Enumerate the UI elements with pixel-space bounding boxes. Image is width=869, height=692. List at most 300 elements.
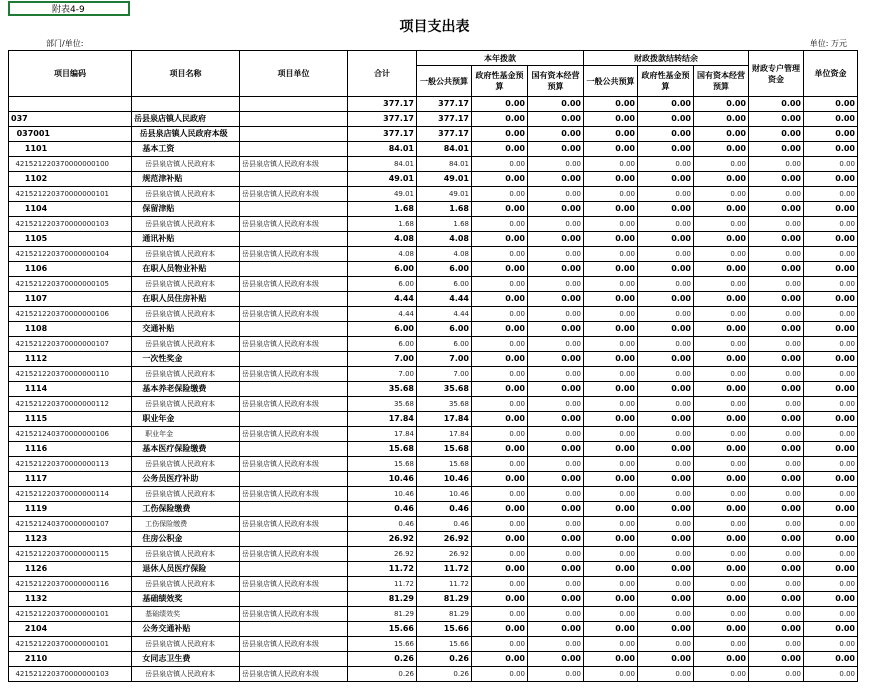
cell-value[interactable]: 0.00: [749, 622, 804, 637]
cell-code[interactable]: 1114: [9, 382, 132, 397]
cell-value[interactable]: 0.00: [528, 622, 584, 637]
cell-value[interactable]: 0.00: [749, 127, 804, 142]
cell-value[interactable]: 0.00: [528, 172, 584, 187]
cell-value[interactable]: 0.00: [804, 547, 858, 562]
cell-value[interactable]: 11.72: [348, 562, 417, 577]
cell-value[interactable]: 0.00: [638, 502, 694, 517]
cell-value[interactable]: 0.00: [638, 487, 694, 502]
cell-unit[interactable]: [240, 412, 348, 427]
cell-value[interactable]: 0.00: [528, 457, 584, 472]
cell-unit[interactable]: 岳县泉店镇人民政府本级: [240, 307, 348, 322]
cell-value[interactable]: 0.00: [584, 262, 638, 277]
cell-value[interactable]: 17.84: [417, 427, 472, 442]
cell-value[interactable]: 0.00: [528, 337, 584, 352]
cell-unit[interactable]: 岳县泉店镇人民政府本级: [240, 217, 348, 232]
cell-value[interactable]: 0.00: [472, 412, 528, 427]
cell-code[interactable]: 421521220370000000106: [9, 307, 132, 322]
cell-value[interactable]: 0.00: [472, 547, 528, 562]
cell-unit[interactable]: 岳县泉店镇人民政府本级: [240, 487, 348, 502]
cell-value[interactable]: 0.00: [528, 292, 584, 307]
cell-value[interactable]: 11.72: [417, 562, 472, 577]
cell-value[interactable]: 0.00: [694, 112, 749, 127]
cell-value[interactable]: 6.00: [417, 262, 472, 277]
cell-value[interactable]: 0.00: [528, 367, 584, 382]
cell-value[interactable]: 377.17: [417, 97, 472, 112]
cell-name[interactable]: 岳县泉店镇人民政府本: [132, 247, 240, 262]
cell-value[interactable]: 0.00: [584, 607, 638, 622]
cell-value[interactable]: 35.68: [348, 397, 417, 412]
cell-value[interactable]: 0.00: [638, 247, 694, 262]
cell-value[interactable]: 0.00: [528, 412, 584, 427]
cell-value[interactable]: 0.00: [749, 502, 804, 517]
cell-value[interactable]: 0.00: [638, 592, 694, 607]
cell-value[interactable]: 0.00: [749, 142, 804, 157]
cell-name[interactable]: 岳县泉店镇人民政府本: [132, 277, 240, 292]
cell-unit[interactable]: 岳县泉店镇人民政府本级: [240, 547, 348, 562]
cell-value[interactable]: 0.00: [584, 637, 638, 652]
cell-value[interactable]: 0.00: [638, 262, 694, 277]
cell-value[interactable]: 0.00: [584, 472, 638, 487]
cell-value[interactable]: 0.00: [528, 472, 584, 487]
cell-value[interactable]: 0.00: [584, 142, 638, 157]
cell-value[interactable]: 0.00: [584, 532, 638, 547]
cell-value[interactable]: 0.00: [638, 352, 694, 367]
cell-name[interactable]: 岳县泉店镇人民政府本级: [132, 127, 240, 142]
cell-value[interactable]: 84.01: [348, 157, 417, 172]
cell-value[interactable]: 0.00: [694, 277, 749, 292]
cell-value[interactable]: 0.00: [528, 277, 584, 292]
cell-value[interactable]: 26.92: [417, 532, 472, 547]
cell-value[interactable]: 0.00: [638, 157, 694, 172]
cell-value[interactable]: 0.00: [749, 667, 804, 682]
cell-value[interactable]: 0.00: [804, 532, 858, 547]
cell-value[interactable]: 377.17: [348, 127, 417, 142]
cell-value[interactable]: 6.00: [417, 277, 472, 292]
cell-value[interactable]: 0.00: [694, 472, 749, 487]
cell-value[interactable]: 0.00: [472, 187, 528, 202]
cell-value[interactable]: 0.00: [472, 652, 528, 667]
cell-value[interactable]: 0.00: [694, 337, 749, 352]
cell-value[interactable]: 0.00: [472, 442, 528, 457]
cell-value[interactable]: 0.00: [638, 382, 694, 397]
cell-value[interactable]: 0.00: [694, 232, 749, 247]
cell-value[interactable]: 0.00: [749, 652, 804, 667]
cell-value[interactable]: 0.00: [528, 667, 584, 682]
cell-value[interactable]: 0.00: [638, 547, 694, 562]
cell-name[interactable]: 职业年金: [132, 412, 240, 427]
cell-value[interactable]: 0.00: [749, 397, 804, 412]
cell-value[interactable]: 0.00: [528, 547, 584, 562]
cell-value[interactable]: 0.00: [584, 112, 638, 127]
cell-code[interactable]: 1106: [9, 262, 132, 277]
cell-value[interactable]: 0.00: [638, 652, 694, 667]
cell-value[interactable]: 0.00: [528, 562, 584, 577]
cell-value[interactable]: 0.00: [638, 97, 694, 112]
cell-name[interactable]: 基本工资: [132, 142, 240, 157]
cell-value[interactable]: 0.00: [638, 277, 694, 292]
cell-value[interactable]: 4.08: [417, 247, 472, 262]
cell-value[interactable]: 0.00: [584, 622, 638, 637]
cell-value[interactable]: 0.00: [804, 202, 858, 217]
cell-value[interactable]: 0.00: [694, 637, 749, 652]
cell-unit[interactable]: [240, 127, 348, 142]
cell-value[interactable]: 81.29: [348, 592, 417, 607]
cell-value[interactable]: 0.00: [694, 97, 749, 112]
cell-value[interactable]: 0.00: [804, 472, 858, 487]
cell-value[interactable]: 0.00: [804, 637, 858, 652]
cell-value[interactable]: 0.00: [638, 607, 694, 622]
cell-value[interactable]: 0.26: [417, 652, 472, 667]
cell-value[interactable]: 0.00: [694, 577, 749, 592]
cell-value[interactable]: 0.00: [584, 382, 638, 397]
cell-value[interactable]: 7.00: [417, 367, 472, 382]
cell-code[interactable]: 421521220370000000101: [9, 187, 132, 202]
cell-value[interactable]: 0.00: [804, 157, 858, 172]
cell-value[interactable]: 0.00: [584, 397, 638, 412]
cell-value[interactable]: 0.46: [348, 502, 417, 517]
cell-unit[interactable]: 岳县泉店镇人民政府本级: [240, 367, 348, 382]
cell-unit[interactable]: [240, 172, 348, 187]
cell-value[interactable]: 0.46: [348, 517, 417, 532]
cell-value[interactable]: 0.00: [472, 322, 528, 337]
cell-value[interactable]: 0.00: [694, 217, 749, 232]
cell-value[interactable]: 0.00: [694, 607, 749, 622]
cell-value[interactable]: 377.17: [417, 127, 472, 142]
cell-value[interactable]: 17.84: [417, 412, 472, 427]
cell-unit[interactable]: 岳县泉店镇人民政府本级: [240, 247, 348, 262]
cell-value[interactable]: 0.00: [472, 307, 528, 322]
cell-value[interactable]: 0.00: [584, 97, 638, 112]
cell-value[interactable]: 0.00: [472, 622, 528, 637]
cell-name[interactable]: 一次性奖金: [132, 352, 240, 367]
cell-code[interactable]: 421521220370000000105: [9, 277, 132, 292]
cell-code[interactable]: 421521220370000000103: [9, 667, 132, 682]
cell-value[interactable]: 0.00: [638, 637, 694, 652]
cell-value[interactable]: 0.00: [638, 292, 694, 307]
cell-unit[interactable]: [240, 202, 348, 217]
cell-value[interactable]: 0.00: [472, 607, 528, 622]
cell-value[interactable]: 0.00: [804, 337, 858, 352]
cell-value[interactable]: 0.00: [584, 232, 638, 247]
cell-value[interactable]: 0.00: [638, 622, 694, 637]
cell-value[interactable]: 15.68: [417, 442, 472, 457]
cell-value[interactable]: 0.00: [472, 592, 528, 607]
cell-name[interactable]: 岳县泉店镇人民政府本: [132, 397, 240, 412]
cell-value[interactable]: 0.00: [694, 397, 749, 412]
cell-value[interactable]: 10.46: [348, 472, 417, 487]
cell-value[interactable]: 0.00: [528, 322, 584, 337]
cell-unit[interactable]: [240, 472, 348, 487]
cell-value[interactable]: 0.00: [584, 412, 638, 427]
cell-value[interactable]: 0.00: [804, 412, 858, 427]
cell-code[interactable]: 037001: [9, 127, 132, 142]
cell-value[interactable]: 0.00: [804, 367, 858, 382]
cell-code[interactable]: 1102: [9, 172, 132, 187]
cell-value[interactable]: 0.26: [348, 667, 417, 682]
cell-value[interactable]: 0.00: [804, 247, 858, 262]
cell-code[interactable]: 421521220370000000116: [9, 577, 132, 592]
cell-code[interactable]: 2110: [9, 652, 132, 667]
cell-value[interactable]: 0.00: [638, 517, 694, 532]
cell-value[interactable]: 35.68: [417, 382, 472, 397]
cell-unit[interactable]: [240, 262, 348, 277]
cell-value[interactable]: 0.00: [472, 127, 528, 142]
cell-value[interactable]: 0.00: [749, 637, 804, 652]
cell-value[interactable]: 0.00: [694, 667, 749, 682]
cell-value[interactable]: 0.00: [694, 532, 749, 547]
cell-value[interactable]: 0.00: [584, 577, 638, 592]
cell-value[interactable]: 0.00: [472, 217, 528, 232]
cell-value[interactable]: 0.00: [804, 97, 858, 112]
cell-value[interactable]: 0.00: [804, 667, 858, 682]
cell-value[interactable]: 0.00: [584, 487, 638, 502]
cell-value[interactable]: 0.00: [584, 277, 638, 292]
cell-value[interactable]: 0.00: [804, 622, 858, 637]
cell-value[interactable]: 0.00: [749, 352, 804, 367]
cell-value[interactable]: 0.00: [749, 577, 804, 592]
cell-value[interactable]: 0.00: [472, 157, 528, 172]
cell-value[interactable]: 0.00: [472, 232, 528, 247]
cell-value[interactable]: 0.00: [528, 142, 584, 157]
cell-value[interactable]: 0.00: [472, 577, 528, 592]
cell-value[interactable]: 10.46: [348, 487, 417, 502]
cell-code[interactable]: 421521220370000000110: [9, 367, 132, 382]
cell-value[interactable]: 0.00: [584, 652, 638, 667]
cell-value[interactable]: 0.00: [804, 427, 858, 442]
cell-name[interactable]: 岳县泉店镇人民政府本: [132, 187, 240, 202]
cell-unit[interactable]: [240, 112, 348, 127]
cell-value[interactable]: 0.00: [638, 112, 694, 127]
cell-value[interactable]: 0.00: [472, 502, 528, 517]
cell-value[interactable]: 0.00: [749, 427, 804, 442]
cell-value[interactable]: 0.00: [528, 382, 584, 397]
cell-value[interactable]: 0.00: [528, 652, 584, 667]
cell-value[interactable]: 0.00: [749, 382, 804, 397]
cell-name[interactable]: 岳县泉店镇人民政府本: [132, 667, 240, 682]
cell-unit[interactable]: [240, 622, 348, 637]
cell-value[interactable]: 0.00: [804, 397, 858, 412]
cell-value[interactable]: 26.92: [348, 547, 417, 562]
cell-name[interactable]: 交通补贴: [132, 322, 240, 337]
cell-unit[interactable]: 岳县泉店镇人民政府本级: [240, 517, 348, 532]
cell-code[interactable]: 1132: [9, 592, 132, 607]
cell-value[interactable]: 0.00: [638, 142, 694, 157]
cell-value[interactable]: 0.00: [584, 442, 638, 457]
cell-code[interactable]: 1126: [9, 562, 132, 577]
cell-value[interactable]: 6.00: [417, 322, 472, 337]
cell-name[interactable]: 退休人员医疗保险: [132, 562, 240, 577]
cell-code[interactable]: 421521220370000000115: [9, 547, 132, 562]
cell-value[interactable]: 0.00: [638, 322, 694, 337]
cell-value[interactable]: 0.00: [472, 337, 528, 352]
cell-value[interactable]: 0.00: [694, 547, 749, 562]
cell-value[interactable]: 0.00: [749, 277, 804, 292]
cell-value[interactable]: 0.00: [638, 367, 694, 382]
cell-value[interactable]: 0.00: [584, 352, 638, 367]
cell-value[interactable]: 377.17: [348, 97, 417, 112]
cell-value[interactable]: 0.00: [528, 262, 584, 277]
cell-code[interactable]: 1119: [9, 502, 132, 517]
cell-unit[interactable]: 岳县泉店镇人民政府本级: [240, 157, 348, 172]
cell-name[interactable]: 公务员医疗补助: [132, 472, 240, 487]
cell-unit[interactable]: 岳县泉店镇人民政府本级: [240, 607, 348, 622]
cell-value[interactable]: 0.00: [749, 172, 804, 187]
cell-value[interactable]: 0.00: [584, 367, 638, 382]
cell-value[interactable]: 1.68: [348, 217, 417, 232]
cell-unit[interactable]: 岳县泉店镇人民政府本级: [240, 187, 348, 202]
cell-unit[interactable]: [240, 352, 348, 367]
cell-value[interactable]: 0.00: [638, 472, 694, 487]
cell-value[interactable]: 6.00: [348, 337, 417, 352]
cell-value[interactable]: 0.00: [638, 232, 694, 247]
cell-value[interactable]: 0.00: [638, 337, 694, 352]
cell-value[interactable]: 0.00: [472, 667, 528, 682]
cell-value[interactable]: 0.00: [472, 97, 528, 112]
cell-value[interactable]: 0.00: [528, 577, 584, 592]
cell-unit[interactable]: [240, 532, 348, 547]
cell-value[interactable]: 0.00: [694, 142, 749, 157]
cell-value[interactable]: 0.00: [638, 307, 694, 322]
cell-value[interactable]: 0.00: [694, 352, 749, 367]
cell-value[interactable]: 0.00: [804, 652, 858, 667]
cell-value[interactable]: 0.00: [472, 562, 528, 577]
cell-value[interactable]: 0.00: [638, 217, 694, 232]
cell-value[interactable]: 0.00: [804, 277, 858, 292]
cell-value[interactable]: 0.00: [584, 172, 638, 187]
cell-value[interactable]: 4.44: [348, 307, 417, 322]
cell-value[interactable]: 0.00: [749, 337, 804, 352]
cell-value[interactable]: 6.00: [417, 337, 472, 352]
cell-value[interactable]: 0.00: [804, 292, 858, 307]
cell-value[interactable]: 0.00: [694, 292, 749, 307]
cell-value[interactable]: 0.00: [472, 457, 528, 472]
cell-value[interactable]: 0.00: [638, 427, 694, 442]
cell-value[interactable]: 0.00: [749, 97, 804, 112]
cell-value[interactable]: 0.00: [749, 457, 804, 472]
cell-value[interactable]: 0.00: [804, 127, 858, 142]
cell-value[interactable]: 0.00: [749, 412, 804, 427]
cell-value[interactable]: 0.00: [638, 442, 694, 457]
cell-value[interactable]: 4.08: [417, 232, 472, 247]
cell-value[interactable]: 0.46: [417, 517, 472, 532]
cell-value[interactable]: 0.00: [528, 112, 584, 127]
cell-value[interactable]: 0.00: [694, 517, 749, 532]
cell-value[interactable]: 0.00: [804, 607, 858, 622]
cell-value[interactable]: 0.00: [638, 397, 694, 412]
cell-value[interactable]: 0.00: [528, 97, 584, 112]
cell-value[interactable]: 0.00: [749, 592, 804, 607]
cell-unit[interactable]: [240, 562, 348, 577]
cell-unit[interactable]: [240, 142, 348, 157]
cell-value[interactable]: 0.00: [584, 157, 638, 172]
cell-value[interactable]: 0.00: [472, 532, 528, 547]
cell-value[interactable]: 26.92: [348, 532, 417, 547]
cell-value[interactable]: 0.00: [638, 667, 694, 682]
cell-value[interactable]: 4.08: [348, 247, 417, 262]
cell-code[interactable]: 037: [9, 112, 132, 127]
cell-unit[interactable]: [240, 592, 348, 607]
cell-name[interactable]: 岳县泉店镇人民政府本: [132, 337, 240, 352]
cell-value[interactable]: 0.00: [528, 592, 584, 607]
cell-value[interactable]: 0.00: [584, 562, 638, 577]
cell-name[interactable]: 基础绩效奖: [132, 607, 240, 622]
cell-value[interactable]: 0.00: [749, 202, 804, 217]
cell-value[interactable]: 7.00: [348, 352, 417, 367]
cell-value[interactable]: 0.00: [472, 472, 528, 487]
cell-value[interactable]: 0.00: [749, 262, 804, 277]
cell-unit[interactable]: 岳县泉店镇人民政府本级: [240, 637, 348, 652]
cell-value[interactable]: 0.00: [804, 577, 858, 592]
cell-value[interactable]: 0.00: [749, 217, 804, 232]
cell-value[interactable]: 0.00: [472, 382, 528, 397]
cell-value[interactable]: 0.00: [472, 202, 528, 217]
cell-value[interactable]: 0.00: [694, 322, 749, 337]
cell-value[interactable]: 0.00: [638, 127, 694, 142]
cell-value[interactable]: 0.00: [804, 442, 858, 457]
cell-value[interactable]: 49.01: [348, 187, 417, 202]
cell-value[interactable]: 0.00: [638, 577, 694, 592]
cell-value[interactable]: 0.00: [584, 217, 638, 232]
cell-value[interactable]: 0.00: [804, 382, 858, 397]
cell-value[interactable]: 84.01: [348, 142, 417, 157]
cell-value[interactable]: 0.00: [472, 397, 528, 412]
cell-value[interactable]: 81.29: [348, 607, 417, 622]
cell-value[interactable]: 84.01: [417, 142, 472, 157]
cell-value[interactable]: 0.00: [528, 157, 584, 172]
cell-code[interactable]: 1104: [9, 202, 132, 217]
cell-name[interactable]: 公务交通补贴: [132, 622, 240, 637]
cell-unit[interactable]: 岳县泉店镇人民政府本级: [240, 337, 348, 352]
cell-name[interactable]: 岳县泉店镇人民政府本: [132, 457, 240, 472]
cell-value[interactable]: 0.00: [638, 532, 694, 547]
cell-value[interactable]: 0.00: [804, 487, 858, 502]
cell-value[interactable]: 0.00: [584, 127, 638, 142]
cell-value[interactable]: 0.00: [694, 562, 749, 577]
cell-value[interactable]: 49.01: [417, 172, 472, 187]
cell-value[interactable]: 0.00: [528, 247, 584, 262]
cell-code[interactable]: 421521240370000000107: [9, 517, 132, 532]
cell-value[interactable]: 0.00: [472, 637, 528, 652]
cell-value[interactable]: 0.00: [804, 457, 858, 472]
cell-value[interactable]: 0.00: [804, 562, 858, 577]
cell-name[interactable]: 岳县泉店镇人民政府本: [132, 367, 240, 382]
cell-value[interactable]: 0.00: [472, 487, 528, 502]
cell-value[interactable]: 7.00: [348, 367, 417, 382]
cell-value[interactable]: 35.68: [417, 397, 472, 412]
cell-unit[interactable]: [240, 442, 348, 457]
cell-value[interactable]: 15.68: [348, 457, 417, 472]
cell-value[interactable]: 0.00: [694, 382, 749, 397]
cell-value[interactable]: 0.00: [472, 262, 528, 277]
cell-value[interactable]: 0.00: [694, 457, 749, 472]
cell-value[interactable]: 0.00: [584, 187, 638, 202]
cell-value[interactable]: 0.00: [749, 307, 804, 322]
cell-value[interactable]: 4.44: [417, 292, 472, 307]
cell-name[interactable]: 基本养老保险缴费: [132, 382, 240, 397]
cell-code[interactable]: 421521220370000000101: [9, 637, 132, 652]
cell-code[interactable]: 421521220370000000100: [9, 157, 132, 172]
cell-value[interactable]: 0.00: [749, 487, 804, 502]
cell-unit[interactable]: 岳县泉店镇人民政府本级: [240, 457, 348, 472]
cell-value[interactable]: 0.00: [528, 352, 584, 367]
cell-value[interactable]: 0.00: [694, 652, 749, 667]
cell-value[interactable]: 1.68: [417, 202, 472, 217]
cell-name[interactable]: 岳县泉店镇人民政府: [132, 112, 240, 127]
cell-value[interactable]: 6.00: [348, 262, 417, 277]
cell-value[interactable]: 0.00: [749, 562, 804, 577]
cell-value[interactable]: 35.68: [348, 382, 417, 397]
cell-value[interactable]: 0.26: [417, 667, 472, 682]
